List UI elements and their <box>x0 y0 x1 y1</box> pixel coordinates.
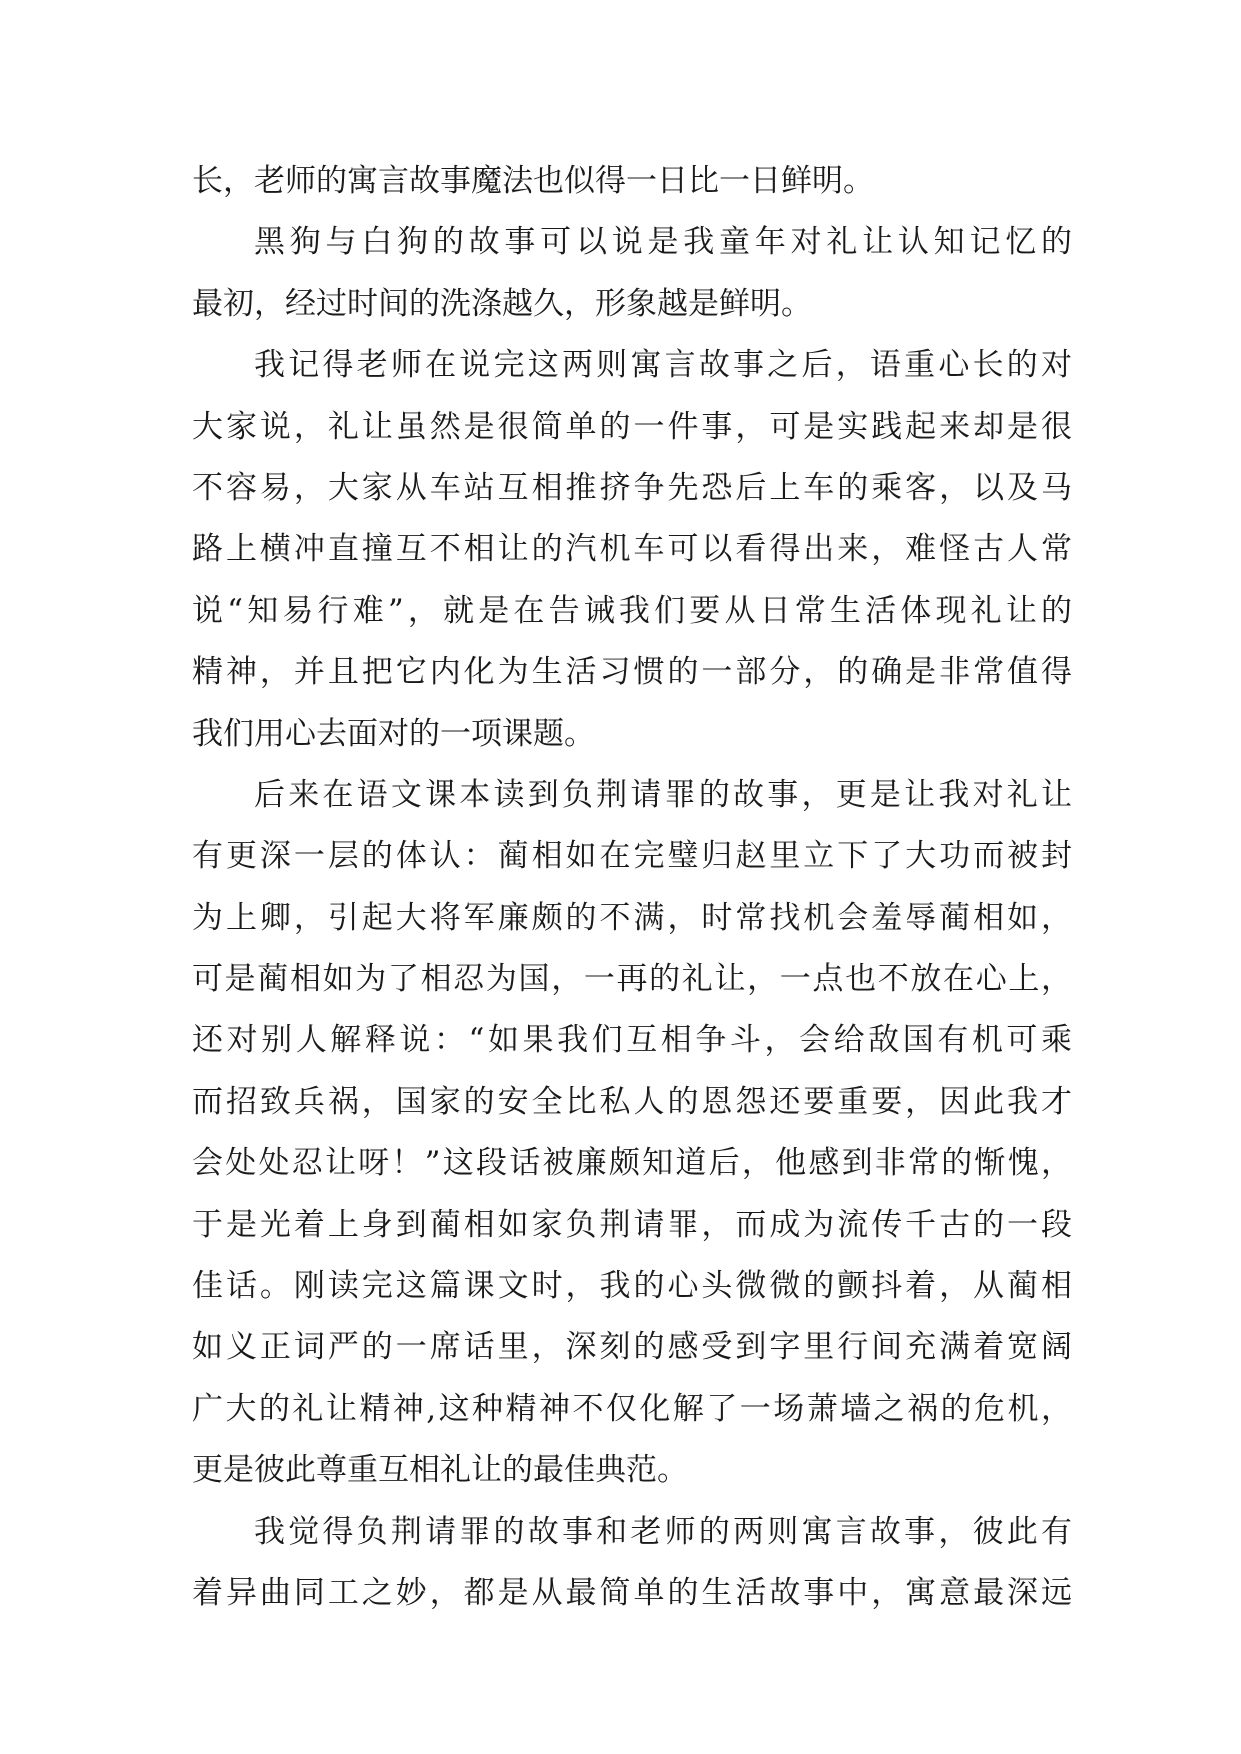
text-line: 于是光着上身到蔺相如家负荆请罪，而成为流传千古的一段 <box>192 1206 1072 1243</box>
text-line: 还对别人解释说：“如果我们互相争斗，会给敌国有机可乘 <box>192 1022 1072 1059</box>
text-line: 更是彼此尊重互相礼让的最佳典范。 <box>192 1452 688 1489</box>
text-line: 佳话。刚读完这篇课文时，我的心头微微的颤抖着，从蔺相 <box>192 1268 1072 1305</box>
text-line: 最初，经过时间的洗涤越久，形象越是鲜明。 <box>192 285 812 322</box>
text-line: 长，老师的寓言故事魔法也似得一日比一日鲜明。 <box>192 163 874 199</box>
text-line: 广大的礼让精神,这种精神不仅化解了一场萧墙之祸的危机， <box>192 1390 1072 1427</box>
text-line: 着异曲同工之妙，都是从最简单的生活故事中，寓意最深远 <box>192 1574 1072 1611</box>
text-line: 有更深一层的体认：蔺相如在完璧归赵里立下了大功而被封 <box>192 838 1072 875</box>
text-line: 我记得老师在说完这两则寓言故事之后，语重心长的对 <box>254 347 1072 384</box>
text-line: 为上卿，引起大将军廉颇的不满，时常找机会羞辱蔺相如， <box>192 899 1072 936</box>
essay-body <box>192 151 1072 1624</box>
text-line: 如义正词严的一席话里，深刻的感受到字里行间充满着宽阔 <box>192 1329 1072 1366</box>
text-line: 大家说，礼让虽然是很简单的一件事，可是实践起来却是很 <box>192 408 1072 445</box>
text-line: 不容易，大家从车站互相推挤争先恐后上车的乘客，以及马 <box>192 469 1072 506</box>
text-line: 说“知易行难”，就是在告诫我们要从日常生活体现礼让的 <box>192 592 1072 629</box>
text-line: 路上横冲直撞互不相让的汽机车可以看得出来，难怪古人常 <box>192 531 1072 568</box>
text-line: 精神，并且把它内化为生活习惯的一部分，的确是非常值得 <box>192 654 1072 691</box>
text-line: 而招致兵祸，国家的安全比私人的恩怨还要重要，因此我才 <box>192 1083 1072 1120</box>
text-line: 会处处忍让呀！”这段话被廉颇知道后，他感到非常的惭愧， <box>192 1145 1072 1182</box>
text-line: 后来在语文课本读到负荆请罪的故事，更是让我对礼让 <box>254 776 1072 813</box>
text-line: 我们用心去面对的一项课题。 <box>192 715 595 752</box>
text-line: 我觉得负荆请罪的故事和老师的两则寓言故事，彼此有 <box>254 1513 1072 1550</box>
text-line: 黑狗与白狗的故事可以说是我童年对礼让认知记忆的 <box>254 224 1072 261</box>
text-line: 可是蔺相如为了相忍为国，一再的礼让，一点也不放在心上， <box>192 961 1072 998</box>
